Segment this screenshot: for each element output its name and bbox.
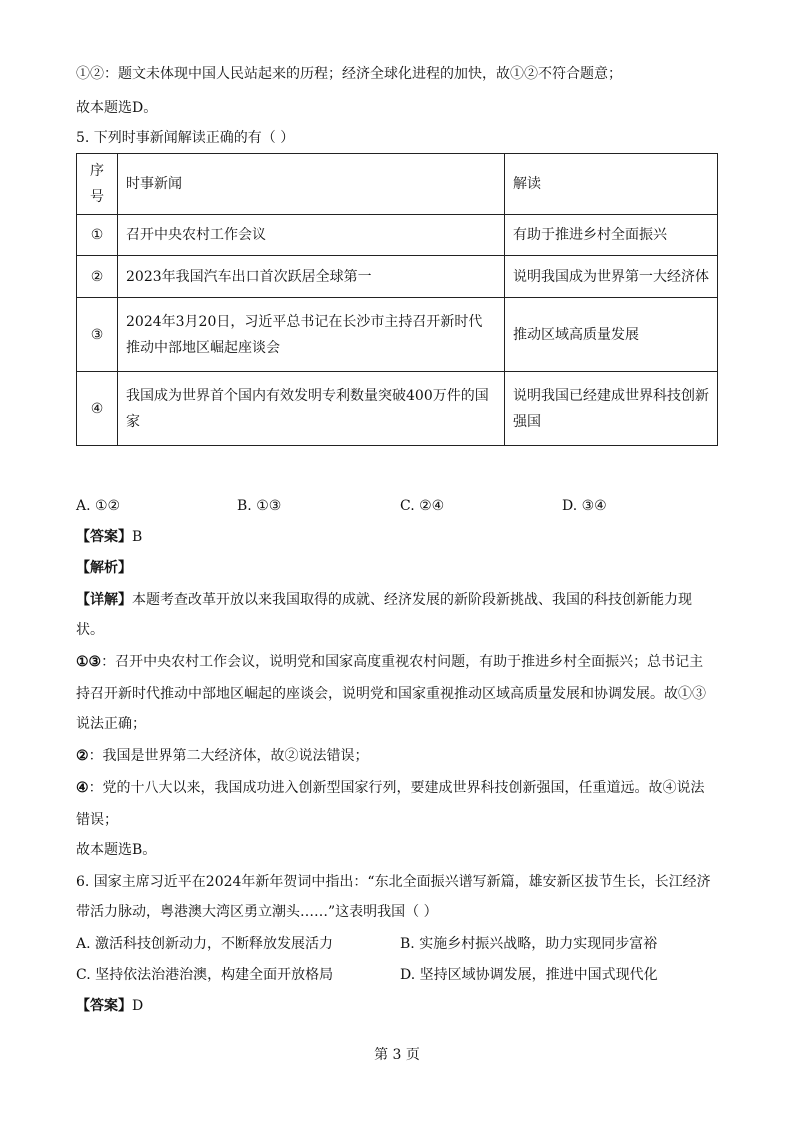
table-row bbox=[77, 256, 718, 298]
answer-5 bbox=[76, 527, 142, 547]
row-news: 2024年3月20日，习近平总书记在长沙市主持召开新时代推动中部地区崛起座谈会 bbox=[118, 298, 505, 372]
row-news: 2023年我国汽车出口首次跃居全球第一 bbox=[118, 256, 505, 298]
row-news: 召开中央农村工作会议 bbox=[118, 215, 505, 256]
row-interp: 说明我国成为世界第一大经济体 bbox=[505, 256, 718, 298]
table-header-row bbox=[77, 154, 718, 215]
detail-line bbox=[76, 652, 703, 672]
table-row bbox=[77, 372, 718, 446]
detail-line: 错误； bbox=[76, 812, 118, 828]
news-table bbox=[76, 153, 718, 446]
row-seq: ① bbox=[77, 215, 118, 256]
row-interp: 说明我国已经建成世界科技创新强国 bbox=[505, 372, 718, 446]
detail-line: 持召开新时代推动中部地区崛起的座谈会，说明党和国家重视推动区域高质量发展和协调发展。故①③ bbox=[76, 686, 706, 702]
row-seq: ③ bbox=[77, 298, 118, 372]
question-6: 带活力脉动，粤港澳大湾区勇立潮头……”这表明我国（ ） bbox=[76, 904, 438, 920]
detail-text: ：我国是世界第二大经济体，故②说法错误； bbox=[88, 748, 369, 764]
detail-line: 状。 bbox=[76, 622, 104, 638]
option-d: D. 坚持区域协调发展，推进中国式现代化 bbox=[400, 967, 658, 983]
option-b: B. 实施乡村振兴战略，助力实现同步富裕 bbox=[400, 936, 658, 952]
detail-number: ①③ bbox=[76, 654, 102, 670]
detail-line: 故本题选B。 bbox=[76, 842, 157, 858]
detail-text: 本题考查改革开放以来我国取得的成就、经济发展的新阶段新挑战、我国的科技创新能力现 bbox=[132, 592, 692, 608]
option-c: C. 坚持依法治港治澳，构建全面开放格局 bbox=[76, 967, 334, 983]
answer-value: B bbox=[132, 529, 143, 545]
option-d: D. ③④ bbox=[562, 498, 607, 514]
header-seq: 序号 bbox=[77, 154, 118, 215]
option-a: A. 激活科技创新动力，不断释放发展活力 bbox=[76, 936, 334, 952]
detail-text: ：党的十八大以来，我国成功进入创新型国家行列，要建成世界科技创新强国，任重道远。故④说法 bbox=[88, 780, 705, 796]
detail-line: 说法正确； bbox=[76, 716, 146, 732]
answer-value: D bbox=[132, 998, 144, 1014]
row-seq: ② bbox=[77, 256, 118, 298]
text-line: ①②：题文未体现中国人民站起来的历程；经济全球化进程的加快，故①②不符合题意； bbox=[76, 66, 622, 82]
row-interp: 有助于推进乡村全面振兴 bbox=[505, 215, 718, 256]
option-b: B. ①③ bbox=[237, 498, 282, 514]
option-a: A. ①② bbox=[76, 498, 121, 514]
detail-line bbox=[76, 746, 369, 766]
table-row bbox=[77, 298, 718, 372]
header-interp: 解读 bbox=[505, 154, 718, 215]
text-line: 故本题选D。 bbox=[76, 100, 158, 116]
answer-tag: 【答案】 bbox=[76, 529, 132, 545]
detail-text: ：召开中央农村工作会议，说明党和国家高度重视农村问题，有助于推进乡村全面振兴；总书记主 bbox=[101, 654, 704, 670]
option-c: C. ②④ bbox=[400, 498, 445, 514]
row-news: 我国成为世界首个国内有效发明专利数量突破400万件的国家 bbox=[118, 372, 505, 446]
analysis-tag: 【解析】 bbox=[76, 560, 132, 576]
question-5: 5. 下列时事新闻解读正确的有（ ） bbox=[76, 130, 295, 146]
detail-line bbox=[76, 778, 705, 798]
detail-number: ④ bbox=[76, 780, 89, 796]
row-interp: 推动区域高质量发展 bbox=[505, 298, 718, 372]
header-news: 时事新闻 bbox=[118, 154, 505, 215]
detail-line bbox=[76, 590, 692, 610]
detail-number: ② bbox=[76, 748, 89, 764]
table-row bbox=[77, 215, 718, 256]
detail-tag: 【详解】 bbox=[76, 592, 132, 608]
answer-tag: 【答案】 bbox=[76, 998, 132, 1014]
answer-6 bbox=[76, 996, 143, 1016]
row-seq: ④ bbox=[77, 372, 118, 446]
question-6: 6. 国家主席习近平在2024年新年贺词中指出：“东北全面振兴谱写新篇，雄安新区拔节生长，长江经济 bbox=[76, 874, 711, 890]
page-number: 第 3 页 bbox=[374, 1047, 420, 1063]
